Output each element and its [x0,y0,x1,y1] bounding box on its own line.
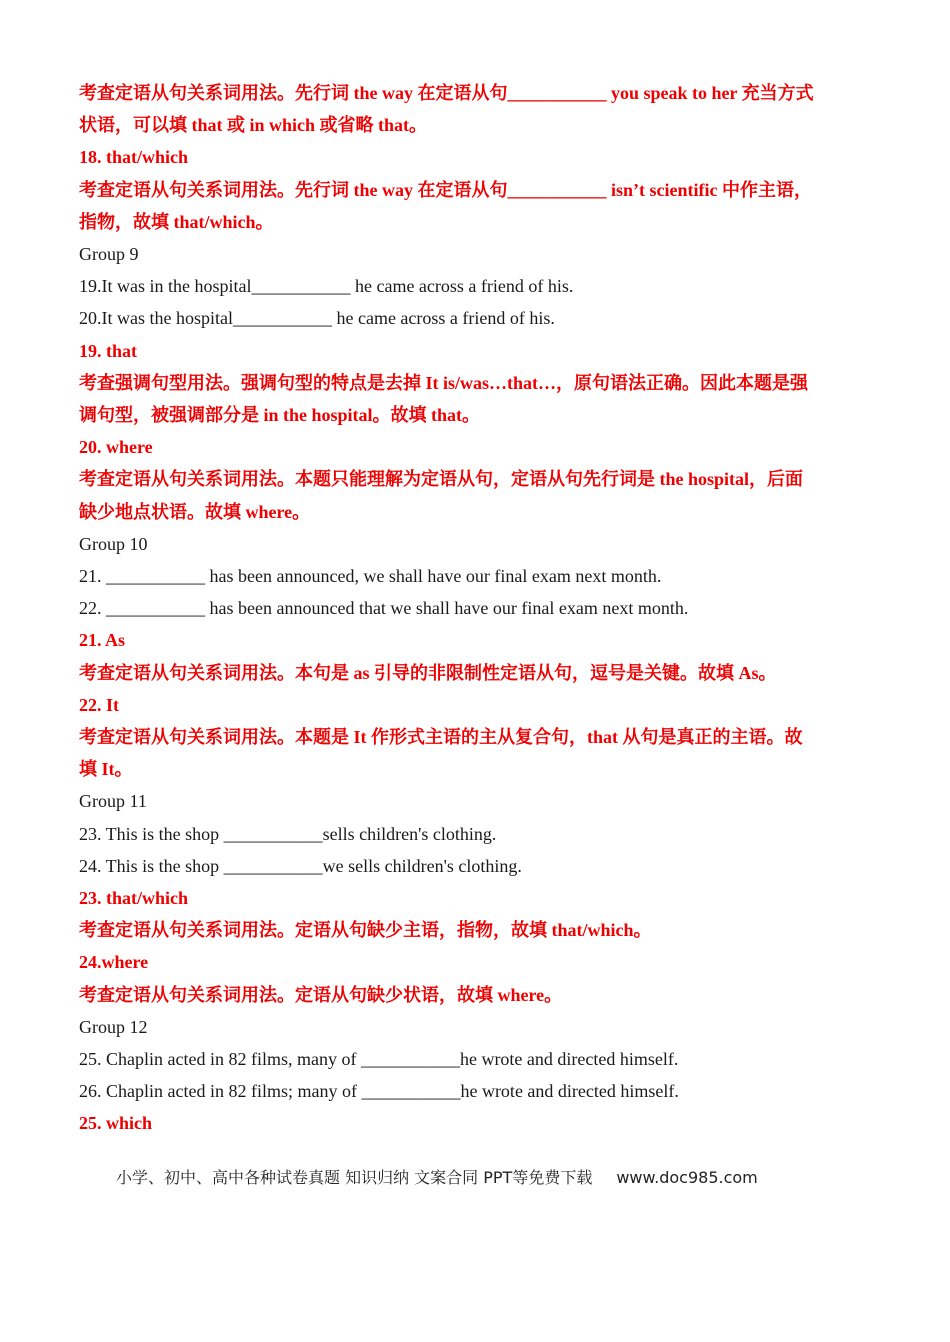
question-line: Group 9 [79,244,139,264]
answer-line: 考查定语从句关系词用法。先行词 the way 在定语从句___________ isn’t scientific 中作主语， [79,179,812,200]
question-line: 21. ___________ has been announced, we shall have our final exam next month. [79,566,662,586]
answer-line: 考查强调句型用法。强调句型的特点是去掉 It is/was…that…，原句语法正确。因此本题是强 [79,372,809,393]
question-line: Group 10 [79,533,148,554]
question-line: 26. Chaplin acted in 82 films; many of ___________he wrote and directed himself. [79,1081,679,1102]
answer-line: 考查定语从句关系词用法。本句是 as 引导的非限制性定语从句，逗号是关键。故填 As。 [79,662,777,683]
question-line: Group 12 [79,1016,148,1037]
answer-line: 23. that/which [79,888,189,908]
footer-text: 小学、初中、高中各种试卷真题 知识归纳 文案合同 PPT等免费下载 [116,1168,593,1187]
answer-line: 考查定语从句关系词用法。先行词 the way 在定语从句___________ you speak to her 充当方式 [79,83,814,103]
answer-line: 18. that/which [79,147,189,168]
answer-line: 缺少地点状语。故填 where。 [79,501,311,522]
answer-line: 22. It [79,694,119,715]
answer-line: 21. As [79,630,126,651]
footer-url: www.doc985.com [616,1168,758,1187]
question-line: 22. ___________ has been announced that we shall have our final exam next month. [79,598,689,619]
answer-line: 调句型，被强调部分是 in the hospital。故填 that。 [79,405,481,425]
question-line: Group 11 [79,791,147,812]
answer-line: 19. that [79,340,137,361]
question-line: 23. This is the shop ___________sells children's clothing. [79,823,497,844]
question-line: 25. Chaplin acted in 82 films, many of ___________he wrote and directed himself. [79,1049,679,1069]
answer-line: 25. which [79,1113,153,1134]
question-line: 20.It was the hospital___________ he came across a friend of his. [79,308,555,329]
answer-line: 20. where [79,437,153,458]
answer-line: 状语，可以填 that 或 in which 或省略 that。 [79,115,428,136]
answer-line: 指物，故填 that/which。 [79,211,274,232]
page-footer [116,1165,758,1188]
answer-line: 考查定语从句关系词用法。定语从句缺少主语，指物，故填 that/which。 [79,920,652,941]
answer-line: 考查定语从句关系词用法。本题是 It 作形式主语的主从复合句，that 从句是真正的主语。故 [79,727,803,747]
answer-line: 24.where [79,952,149,973]
question-line: 24. This is the shop ___________we sells children's clothing. [79,855,522,876]
answer-line: 考查定语从句关系词用法。定语从句缺少状语，故填 where。 [79,984,563,1005]
answer-line: 填 It。 [79,759,133,780]
answer-line: 考查定语从句关系词用法。本题只能理解为定语从句，定语从句先行词是 the hospital，后面 [79,469,804,490]
question-line: 19.It was in the hospital___________ he came across a friend of his. [79,276,574,297]
